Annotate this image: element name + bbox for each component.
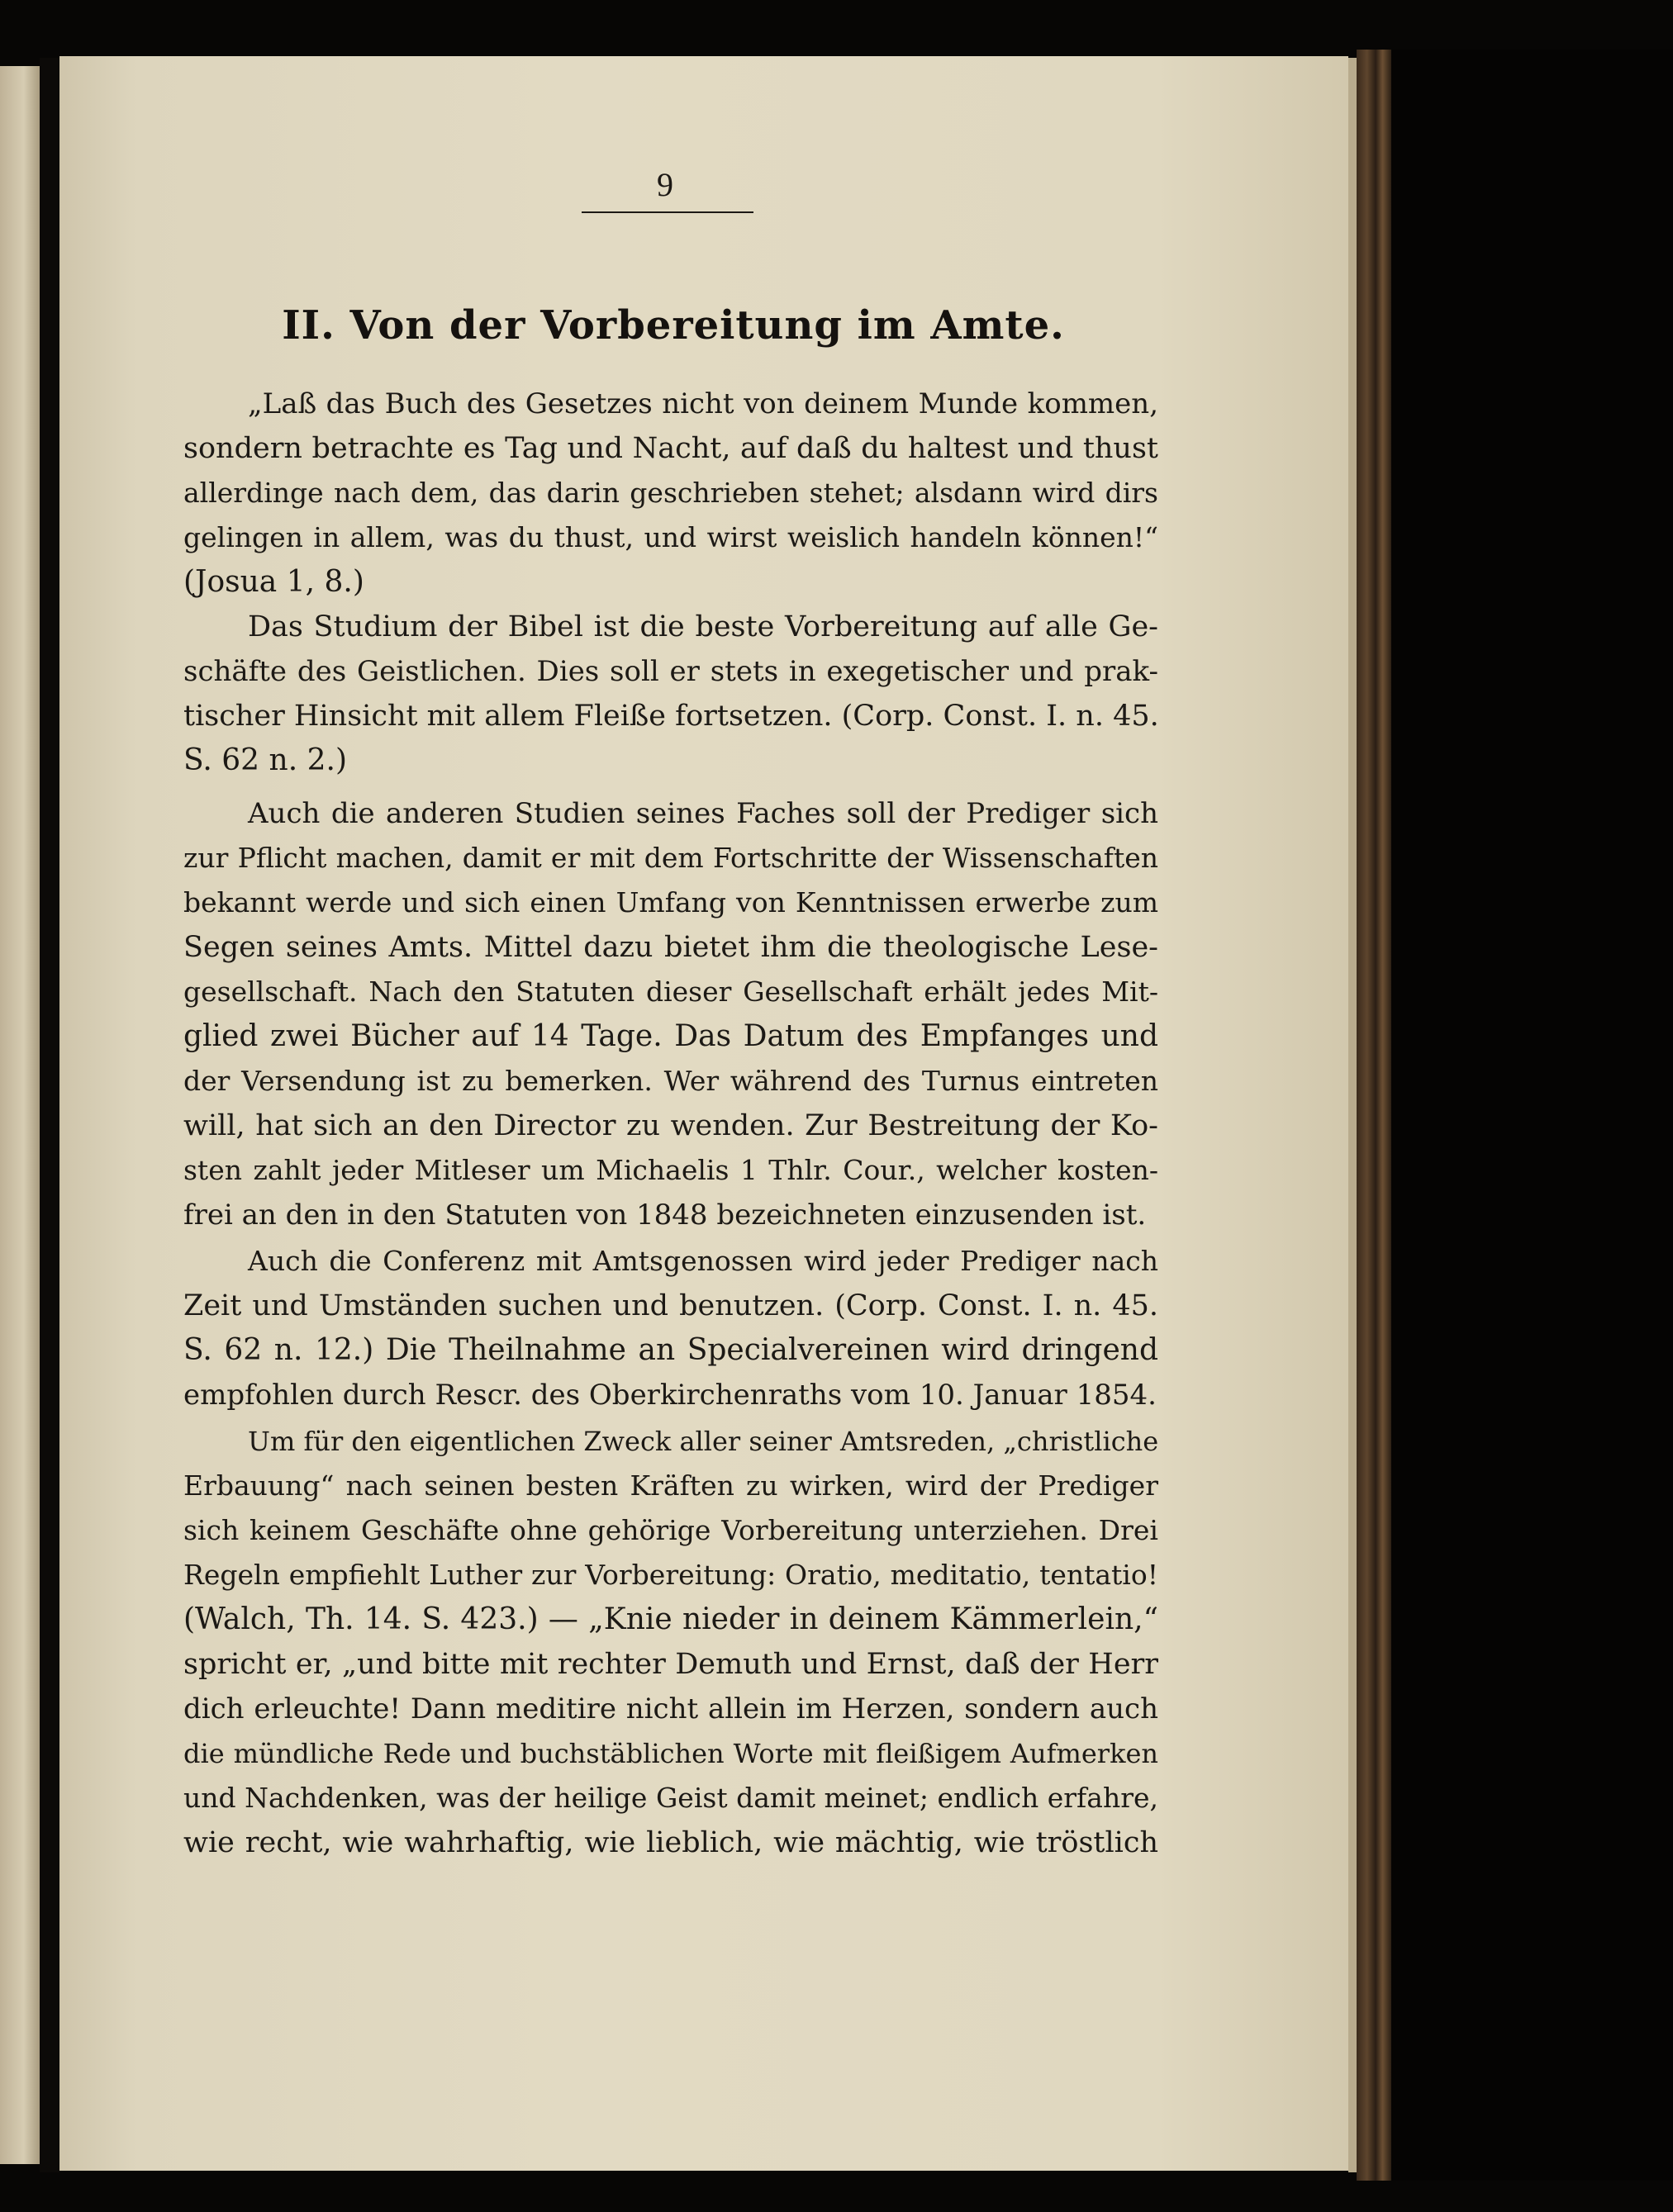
dark-border [1391, 50, 1673, 2181]
text-line: spricht er, „und bitte mit rechter Demuth und Ernst, daß der Herr [183, 1648, 1158, 1681]
text-line: gesellschaft. Nach den Statuten dieser Gesellschaft erhält jedes Mit- [183, 975, 1158, 1008]
text-line: „Laß das Buch des Gesetzes nicht von deinem Munde kommen, [248, 387, 1158, 420]
text-line: schäfte des Geistlichen. Dies soll er stets in exegetischer und prak- [183, 655, 1158, 688]
text-line: gelingen in allem, was du thust, und wirst weislich handeln können!“ [183, 521, 1158, 553]
text-line: will, hat sich an den Director zu wenden. Zur Bestreitung der Ko- [183, 1109, 1158, 1142]
text-line: Regeln empfiehlt Luther zur Vorbereitung: Oratio, meditatio, tentatio! [183, 1559, 1158, 1591]
text-line: S. 62 n. 12.) Die Theilnahme an Specialvereinen wird dringend [183, 1333, 1158, 1367]
text-line: Zeit und Umständen suchen und benutzen. (Corp. Const. I. n. 45. [183, 1289, 1158, 1322]
text-line: wie recht, wie wahrhaftig, wie lieblich, wie mächtig, wie tröstlich [183, 1826, 1158, 1859]
text-line: sten zahlt jeder Mitleser um Michaelis 1 Thlr. Cour., welcher kosten- [183, 1154, 1158, 1186]
facing-page-edge [0, 66, 40, 2164]
page-edge-shadow [1348, 58, 1357, 2172]
text-line: (Josua 1, 8.) [183, 565, 364, 599]
text-line: Segen seines Amts. Mittel dazu bietet ihm die theologische Lese- [183, 931, 1158, 964]
text-line: allerdinge nach dem, das darin geschrieben stehet; alsdann wird dirs [183, 477, 1158, 509]
text-line: S. 62 n. 2.) [183, 743, 347, 777]
text-line: frei an den in den Statuten von 1848 bezeichneten einzusenden ist. [183, 1199, 1147, 1232]
page-number-rule [582, 211, 753, 213]
text-line: Erbauung“ nach seinen besten Kräften zu wirken, wird der Prediger [183, 1469, 1158, 1502]
text-line: zur Pflicht machen, damit er mit dem Fortschritte der Wissenschaften [183, 842, 1158, 874]
text-line: Auch die Conferenz mit Amtsgenossen wird jeder Prediger nach [248, 1245, 1158, 1277]
page-number: 9 [657, 166, 673, 203]
section-heading: II. Von der Vorbereitung im Amte. [282, 302, 1065, 349]
text-line: bekannt werde und sich einen Umfang von Kenntnissen erwerbe zum [183, 886, 1158, 919]
text-line: sich keinem Geschäfte ohne gehörige Vorbereitung unterziehen. Drei [183, 1514, 1158, 1546]
text-line: tischer Hinsicht mit allem Fleiße fortsetzen. (Corp. Const. I. n. 45. [183, 700, 1159, 733]
text-line: glied zwei Bücher auf 14 Tage. Das Datum des Empfanges und [183, 1019, 1158, 1053]
text-line: (Walch, Th. 14. S. 423.) — „Knie nieder in deinem Kämmerlein,“ [183, 1602, 1158, 1636]
text-line: Um für den eigentlichen Zweck aller seiner Amtsreden, „christliche [248, 1426, 1159, 1457]
text-line: empfohlen durch Rescr. des Oberkirchenraths vom 10. Januar 1854. [183, 1379, 1157, 1412]
text-line: Das Studium der Bibel ist die beste Vorbereitung auf alle Ge- [248, 610, 1158, 643]
book-gutter [40, 58, 59, 2172]
marbled-cover-edge [1357, 50, 1391, 2181]
text-line: der Versendung ist zu bemerken. Wer während des Turnus eintreten [183, 1065, 1158, 1097]
text-line: sondern betrachte es Tag und Nacht, auf daß du haltest und thust [183, 432, 1158, 465]
text-line: dich erleuchte! Dann meditire nicht allein im Herzen, sondern auch [183, 1692, 1158, 1725]
text-line: die mündliche Rede und buchstäblichen Worte mit fleißigem Aufmerken [183, 1738, 1158, 1769]
text-line: und Nachdenken, was der heilige Geist damit meinet; endlich erfahre, [183, 1782, 1158, 1814]
text-line: Auch die anderen Studien seines Faches soll der Prediger sich [248, 797, 1158, 830]
